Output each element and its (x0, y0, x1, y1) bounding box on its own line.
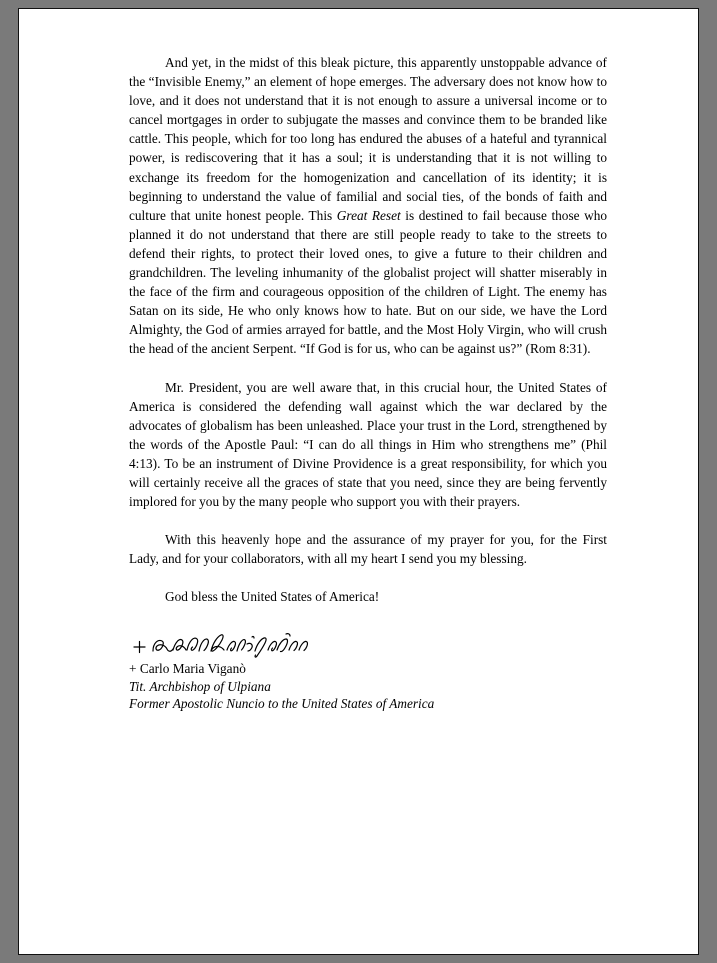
paragraph-text: Mr. President, you are well aware that, in this crucial hour, the United States of America is considered the defending wall against which the war declared by the advocates of globalism has been unleashed. Place your trust in the Lord, strengthened by the words of the Apostle Paul: “I can do all things in Him who strengthens me” (Phil 4:13). To be an instrument of Divine Providence is a great responsibility, for which you will certainly receive all the graces of state that you need, since they are being fervently implored for you by the many people who support you with their prayers. (129, 379, 607, 510)
handwritten-signature-icon (131, 631, 607, 659)
signature-block (129, 631, 607, 713)
paragraph-4 (129, 587, 607, 606)
signature-name: + Carlo Maria Viganò (129, 661, 246, 677)
document-page (18, 8, 699, 955)
paragraph-3 (129, 530, 607, 568)
signature-title: Tit. Archbishop of Ulpiana (129, 678, 271, 694)
signature-role: Former Apostolic Nuncio to the United States of America (129, 696, 435, 712)
paragraph-text: And yet, in the midst of this bleak picture, this apparently unstoppable advance of the “Invisible Enemy,” an element of hope emerges. The adversary does not know how to love, and it does not understand that it is not enough to assure a universal income or to cancel mortgages in order to subjugate the masses and convince them to be branded like cattle. This people, which for too long has endured the abuses of a hateful and tyrannical power, is rediscovering that it has a soul; it is understanding that it is not willing to exchange its freedom for the homogenization and cancellation of its identity; it is beginning to understand the value of familial and social ties, of the bonds of faith and culture that unite honest people. This (129, 55, 607, 223)
paragraph-text: With this heavenly hope and the assurance of my prayer for you, for the First Lady, and for your collaborators, with all my heart I send you my blessing. (129, 532, 607, 567)
emphasized-text: Great Reset (336, 207, 401, 223)
paragraph-2 (129, 378, 607, 512)
document-body (129, 53, 607, 713)
paragraph-1 (129, 53, 607, 359)
paragraph-text: God bless the United States of America! (165, 589, 380, 605)
paragraph-text: is destined to fail because those who planned it do not understand that there are still people ready to take to the streets to defend their rights, to protect their loved ones, to give a future to their children and grandchildren. The leveling inhumanity of the globalist project will shatter miserably in the face of the firm and courageous opposition of the children of Light. The enemy has Satan on its side, He who only knows how to hate. But on our side, we have the Lord Almighty, the God of armies arrayed for battle, and the Most Holy Virgin, who will crush the head of the ancient Serpent. “If God is for us, who can be against us?” (Rom 8:31). (129, 207, 607, 357)
